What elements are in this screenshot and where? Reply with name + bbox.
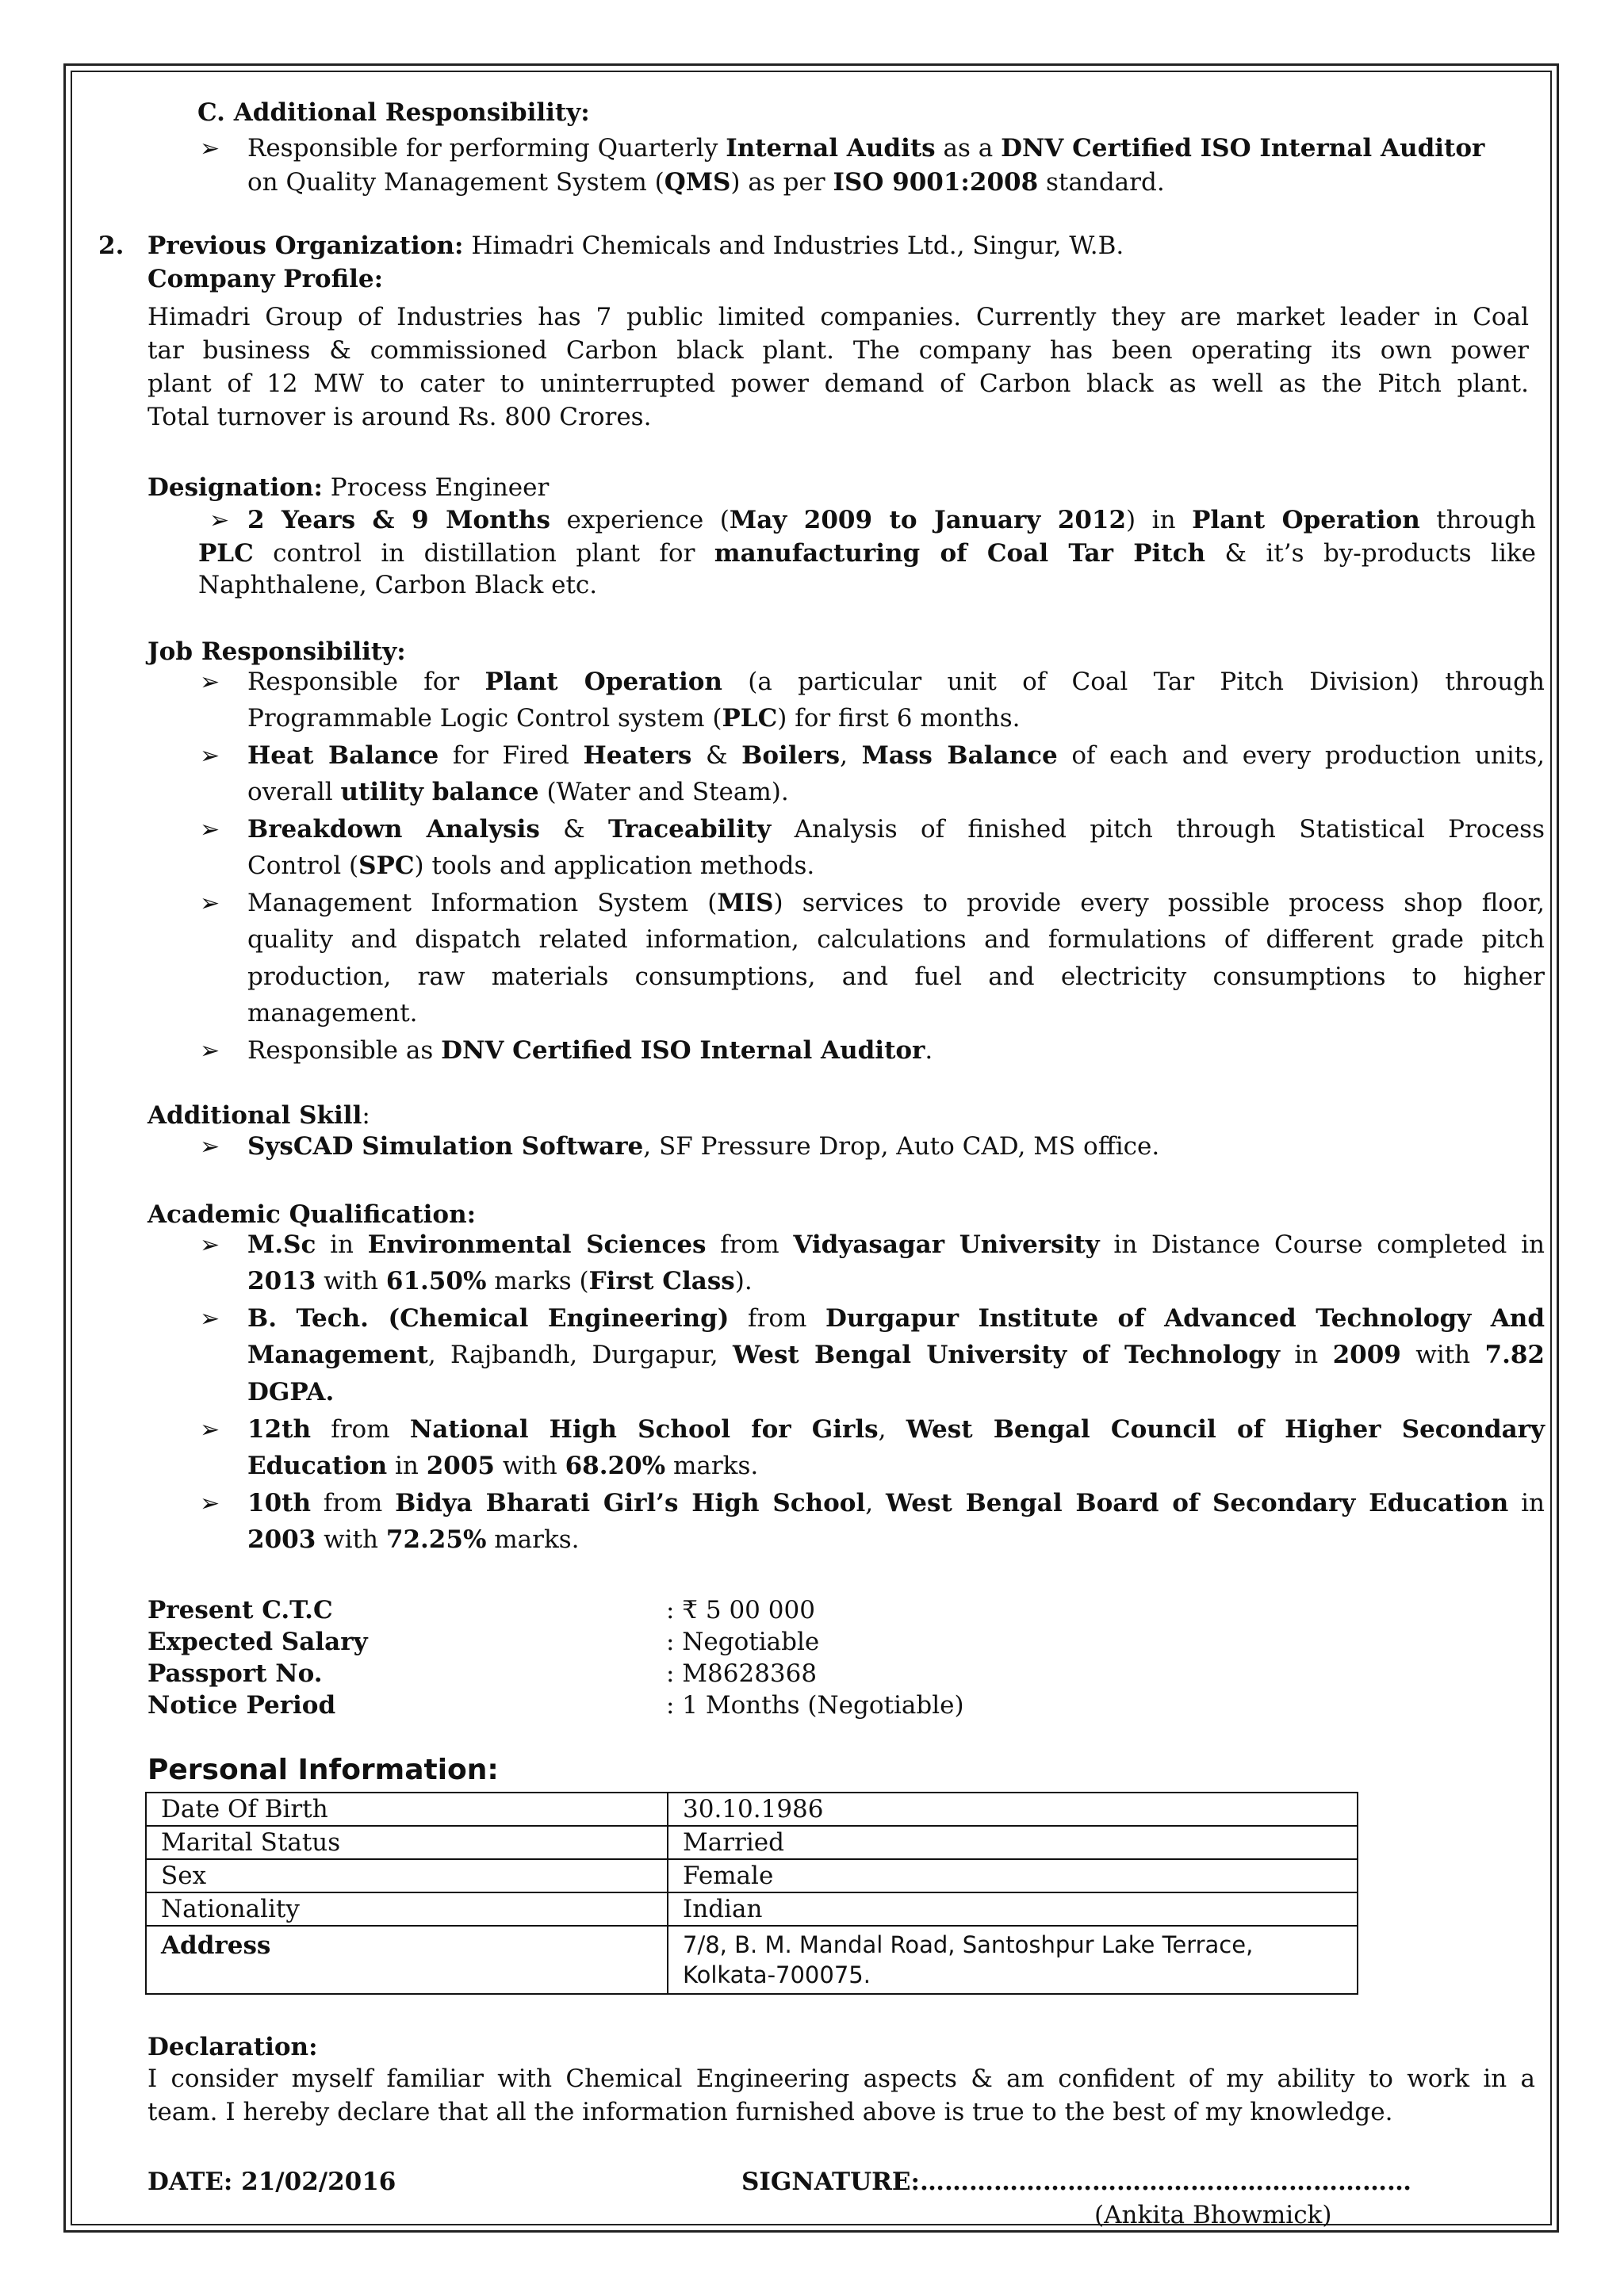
additional-skill-label: Additional Skill: [147,1101,370,1130]
table-value [668,1926,1358,1994]
table-row [146,1859,1358,1892]
skill-line: SysCAD Simulation Software, SF Pressure Drop, Auto CAD, MS office. [247,1132,1160,1161]
academic-line: 2003 with 72.25% marks. [247,1525,580,1554]
academic-qualification-label: Academic Qualification: [147,1200,477,1229]
job-bullet-line: Programmable Logic Control system (PLC) for first 6 months. [247,704,1021,733]
table-row [146,1892,1358,1926]
table-key: Date Of Birth [146,1793,668,1826]
company-profile-text: plant of 12 MW to cater to uninterrupted power demand of Carbon black as well as the Pitch plant. [147,369,1529,398]
table-value: Married [668,1826,1358,1859]
job-responsibility-label: Job Responsibility: [147,637,406,666]
company-profile-text: tar business & commissioned Carbon black plant. The company has been operating its own power [147,336,1529,365]
academic-line: B. Tech. (Chemical Engineering) from Durgapur Institute of Advanced Technology And [247,1304,1545,1333]
experience-line: 2 Years & 9 Months experience (May 2009 to January 2012) in Plant Operation through [247,506,1536,534]
academic-line: Education in 2005 with 68.20% marks. [247,1452,759,1480]
academic-line: Management, Rajbandh, Durgapur, West Bengal University of Technology in 2009 with 7.82 [247,1341,1545,1369]
bullet-icon: ➢ [200,742,220,770]
bullet-icon: ➢ [209,507,230,534]
table-key: Marital Status [146,1826,668,1859]
bullet-icon: ➢ [200,135,220,163]
academic-line: DGPA. [247,1378,335,1406]
signature-line: SIGNATURE:…………………………………………………… [741,2168,1411,2196]
personal-information-heading: Personal Information: [147,1754,499,1786]
experience-line: Naphthalene, Carbon Black etc. [198,571,598,599]
table-value: Female [668,1859,1358,1892]
summary-value: : Negotiable [666,1628,820,1656]
table-key: Address [146,1926,668,1994]
date: DATE: 21/02/2016 [147,2168,396,2196]
academic-line: M.Sc in Environmental Sciences from Vidyasagar University in Distance Course completed in [247,1230,1545,1259]
address-line: 7/8, B. M. Mandal Road, Santoshpur Lake Terrace, [683,1931,1254,1958]
job-bullet-line: overall utility balance (Water and Steam). [247,778,789,806]
table-value: Indian [668,1892,1358,1926]
job-bullet-line: Responsible for Plant Operation (a particular unit of Coal Tar Pitch Division) through [247,668,1545,696]
table-value: 30.10.1986 [668,1793,1358,1826]
table-key: Nationality [146,1892,668,1926]
bullet-icon: ➢ [200,1133,220,1161]
job-bullet-line: Control (SPC) tools and application methods. [247,851,815,880]
summary-label: Expected Salary [147,1628,368,1656]
bullet-icon: ➢ [200,668,220,696]
table-row [146,1793,1358,1826]
section-c-heading: C. Additional Responsibility: [197,98,590,127]
declaration-label: Declaration: [147,2033,318,2061]
bullet-icon: ➢ [200,1231,220,1259]
academic-line: 2013 with 61.50% marks (First Class). [247,1267,753,1295]
job-bullet-line: Heat Balance for Fired Heaters & Boilers, Mass Balance of each and every production units, [247,741,1545,770]
company-profile-text: Himadri Group of Industries has 7 public limited companies. Currently they are market leader in Coal [147,303,1529,331]
section-number: 2. [98,232,124,260]
personal-information-table [145,1792,1358,1995]
bullet-icon: ➢ [200,890,220,917]
section-c-line: Responsible for performing Quarterly Internal Audits as a DNV Certified ISO Internal Auditor [247,134,1485,163]
bullet-icon: ➢ [200,1416,220,1444]
table-row [146,1926,1358,1994]
summary-value: : ₹ 5 00 000 [666,1596,815,1624]
job-bullet-line: quality and dispatch related information, calculations and formulations of different grade pitch [247,925,1545,954]
summary-label: Passport No. [147,1659,323,1688]
experience-line: PLC control in distillation plant for manufacturing of Coal Tar Pitch & it’s by-products like [198,539,1536,568]
designation: Designation: Process Engineer [147,473,550,502]
company-profile-label: Company Profile: [147,265,384,293]
table-row [146,1826,1358,1859]
job-bullet-line: management. [247,999,418,1027]
company-profile-text: Total turnover is around Rs. 800 Crores. [147,403,652,431]
declaration-text: team. I hereby declare that all the information furnished above is true to the best of my knowledge. [147,2098,1393,2126]
bullet-icon: ➢ [200,816,220,844]
bullet-icon: ➢ [200,1037,220,1065]
job-bullet-line: production, raw materials consumptions, and fuel and electricity consumptions to higher [247,962,1545,991]
bullet-icon: ➢ [200,1305,220,1333]
address-line: Kolkata-700075. [683,1961,871,1988]
declaration-text: I consider myself familiar with Chemical Engineering aspects & am confident of my ability to work in a [147,2064,1535,2093]
previous-organization: Previous Organization: Himadri Chemicals and Industries Ltd., Singur, W.B. [147,232,1124,260]
summary-label: Notice Period [147,1691,336,1720]
academic-line: 12th from National High School for Girls, West Bengal Council of Higher Secondary [247,1415,1545,1444]
summary-value: : M8628368 [666,1659,818,1688]
summary-label: Present C.T.C [147,1596,333,1624]
table-key: Sex [146,1859,668,1892]
job-bullet-line: Management Information System (MIS) services to provide every possible process shop floor, [247,889,1545,917]
section-c-line: on Quality Management System (QMS) as per ISO 9001:2008 standard. [247,168,1165,197]
job-bullet-line: Breakdown Analysis & Traceability Analysis of finished pitch through Statistical Process [247,815,1545,844]
signatory-name: (Ankita Bhowmick) [1094,2201,1332,2229]
job-bullet-line: Responsible as DNV Certified ISO Internal Auditor. [247,1036,933,1065]
summary-value: : 1 Months (Negotiable) [666,1691,964,1720]
academic-line: 10th from Bidya Bharati Girl’s High School, West Bengal Board of Secondary Education in [247,1489,1545,1517]
bullet-icon: ➢ [200,1490,220,1517]
